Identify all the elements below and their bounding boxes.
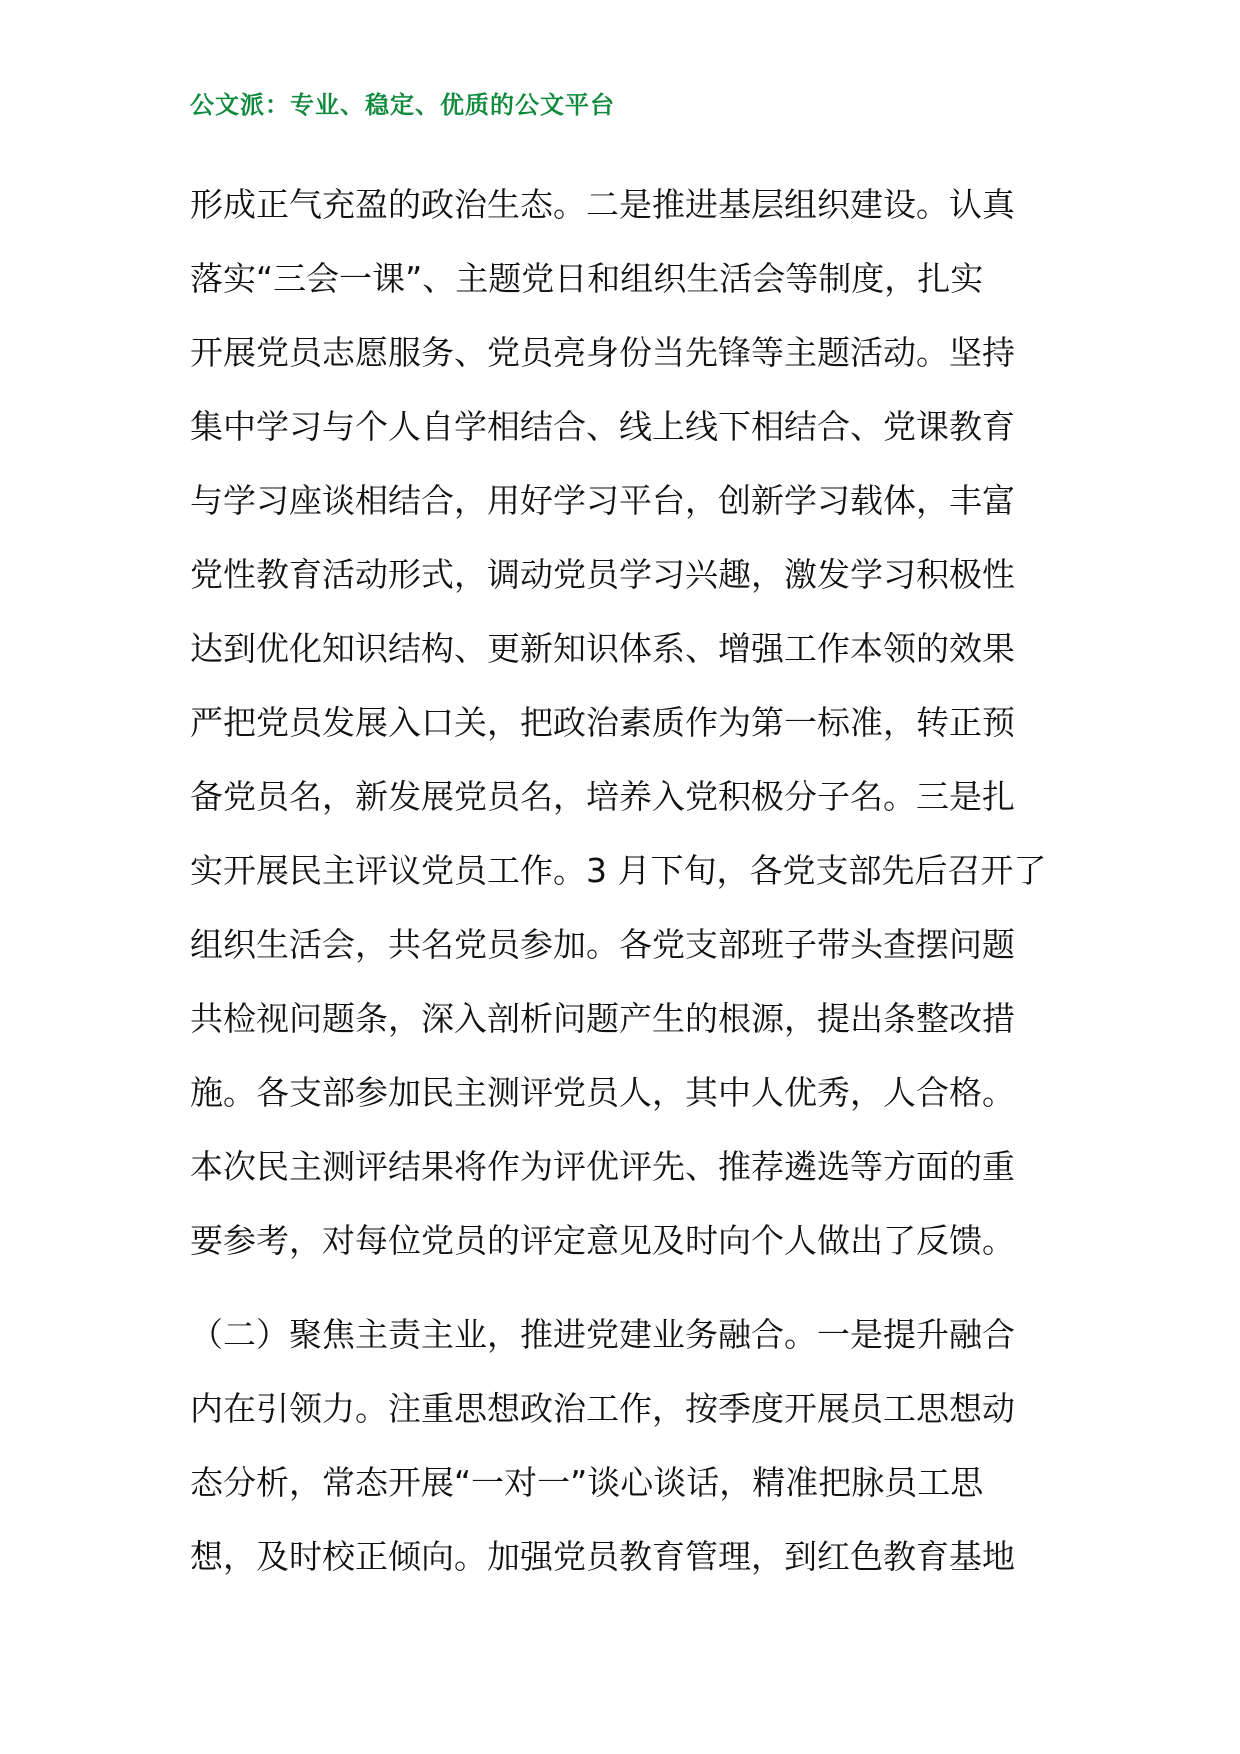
text-line: 集中学习与个人自学相结合、线上线下相结合、党课教育 — [190, 407, 1015, 446]
text-line: 本次民主测评结果将作为评优评先、推荐遴选等方面的重 — [190, 1147, 1015, 1186]
text-line: 组织生活会，共名党员参加。各党支部班子带头查摆问题 — [190, 925, 1015, 964]
paragraph-2 — [190, 1298, 1070, 1594]
paragraph-1 — [190, 168, 1070, 1278]
text-line: 共检视问题条，深入剖析问题产生的根源，提出条整改措 — [190, 999, 1015, 1038]
brand-header: 公文派：专业、稳定、优质的公文平台 — [190, 91, 615, 119]
text-line: 施。各支部参加民主测评党员人，其中人优秀，人合格。 — [190, 1073, 1015, 1112]
text-line: （二）聚焦主责主业，推进党建业务融合。一是提升融合 — [190, 1315, 1015, 1354]
text-line: 想，及时校正倾向。加强党员教育管理，到红色教育基地 — [190, 1537, 1015, 1576]
text-line: 要参考，对每位党员的评定意见及时向个人做出了反馈。 — [190, 1221, 1015, 1260]
document-body — [190, 168, 1070, 1594]
text-line: 落实“三会一课”、主题党日和组织生活会等制度，扎实 — [190, 259, 984, 298]
text-line: 备党员名，新发展党员名，培养入党积极分子名。三是扎 — [190, 777, 1015, 816]
text-line: 党性教育活动形式，调动党员学习兴趣，激发学习积极性 — [190, 555, 1015, 594]
text-line: 内在引领力。注重思想政治工作，按季度开展员工思想动 — [190, 1389, 1015, 1428]
text-line: 与学习座谈相结合，用好学习平台，创新学习载体，丰富 — [190, 481, 1015, 520]
text-line: 达到优化知识结构、更新知识体系、增强工作本领的效果 — [190, 629, 1015, 668]
text-line: 严把党员发展入口关，把政治素质作为第一标准，转正预 — [190, 703, 1015, 742]
text-line: 开展党员志愿服务、党员亮身份当先锋等主题活动。坚持 — [190, 333, 1015, 372]
text-line: 态分析，常态开展“一对一”谈心谈话，精准把脉员工思 — [190, 1463, 984, 1502]
paragraph-spacer — [190, 1278, 1070, 1298]
text-line: 形成正气充盈的政治生态。二是推进基层组织建设。认真 — [190, 185, 1015, 224]
text-line: 实开展民主评议党员工作。3 月下旬，各党支部先后召开了 — [190, 851, 1047, 890]
